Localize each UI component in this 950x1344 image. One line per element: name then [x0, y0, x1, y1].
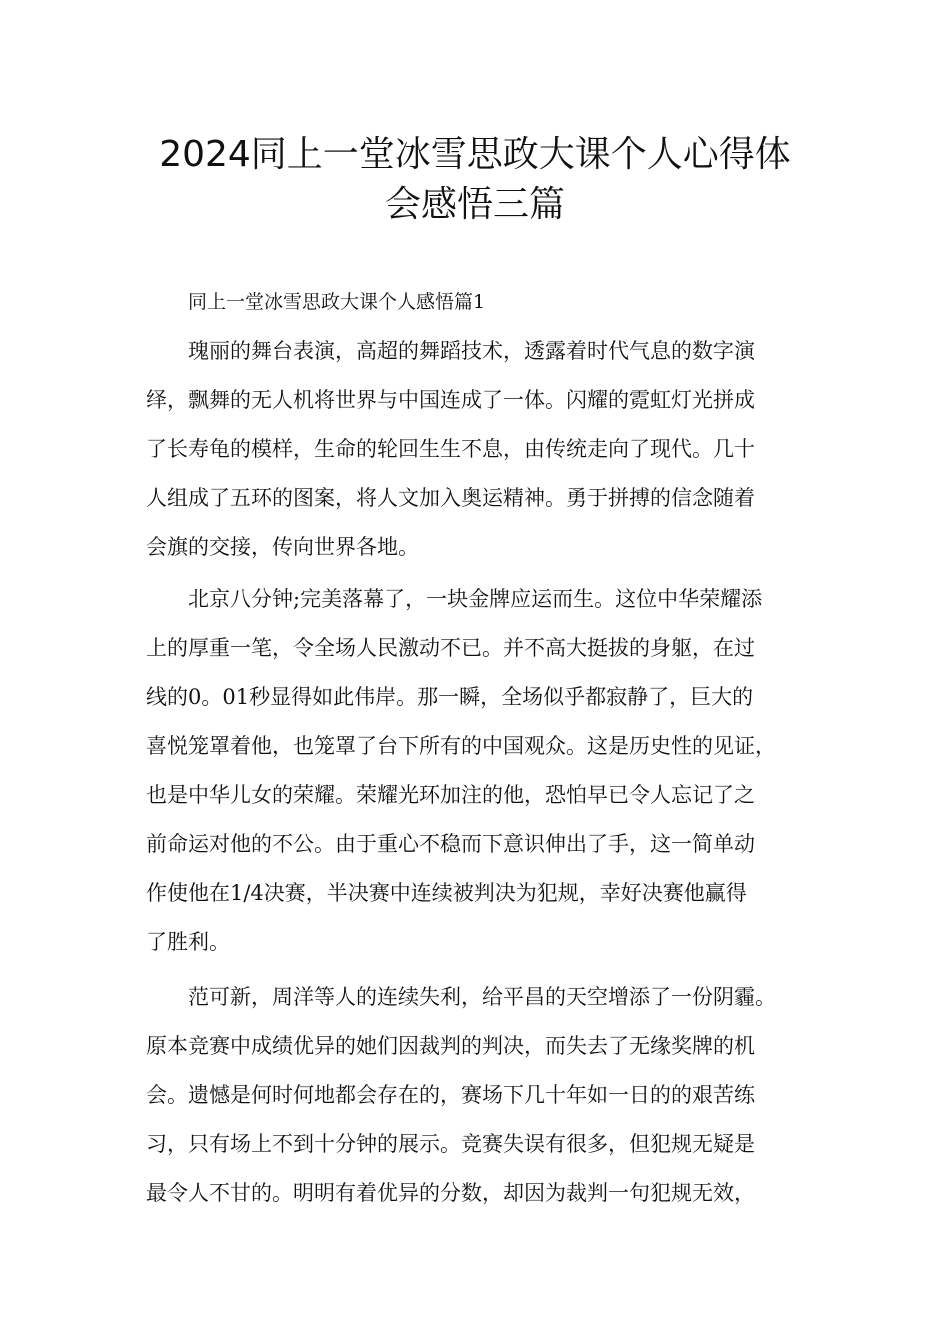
- text-line: 线的0。01秒显得如此伟岸。那一瞬，全场似乎都寂静了，巨大的: [146, 685, 754, 709]
- text-line: 北京八分钟;完美落幕了，一块金牌应运而生。这位中华荣耀添: [188, 587, 763, 611]
- text-line: 习，只有场上不到十分钟的展示。竞赛失误有很多，但犯规无疑是: [146, 1132, 755, 1156]
- text-line: 也是中华儿女的荣耀。荣耀光环加注的他，恐怕早已令人忘记了之: [146, 783, 755, 807]
- text-line: 范可新，周洋等人的连续失利，给平昌的天空增添了一份阴霾。: [188, 985, 776, 1009]
- text-line: 绎，飘舞的无人机将世界与中国连成了一体。闪耀的霓虹灯光拼成: [146, 388, 755, 412]
- document-title-line-2: 会感悟三篇: [384, 184, 565, 225]
- text-line: 上的厚重一笔，令全场人民激动不已。并不高大挺拔的身躯，在过: [146, 636, 755, 660]
- document-title-line-1: 2024同上一堂冰雪思政大课个人心得体: [159, 134, 791, 175]
- text-line: 了胜利。: [146, 930, 230, 954]
- paragraph-text: [146, 327, 836, 572]
- paragraph-text: [146, 973, 836, 1218]
- text-line: 喜悦笼罩着他，也笼罩了台下所有的中国观众。这是历史性的见证，: [146, 734, 776, 758]
- paragraph-1: [146, 327, 836, 572]
- text-line: 了长寿龟的模样，生命的轮回生生不息，由传统走向了现代。几十: [146, 437, 755, 461]
- paragraph-text: [146, 575, 836, 967]
- paragraph-3: [146, 973, 836, 1218]
- text-line: 最令人不甘的。明明有着优异的分数，却因为裁判一句犯规无效，: [146, 1181, 755, 1205]
- text-line: 会。遗憾是何时何地都会存在的，赛场下几十年如一日的的艰苦练: [146, 1083, 755, 1107]
- text-line: 瑰丽的舞台表演，高超的舞蹈技术，透露着时代气息的数字演: [188, 339, 755, 363]
- text-line: 作使他在1/4决赛，半决赛中连续被判决为犯规，幸好决赛他赢得: [146, 881, 747, 905]
- paragraph-2: [146, 575, 836, 967]
- text-line: 前命运对他的不公。由于重心不稳而下意识伸出了手，这一简单动: [146, 832, 755, 856]
- section-heading: 同上一堂冰雪思政大课个人感悟篇1: [188, 291, 486, 313]
- text-line: 原本竞赛中成绩优异的她们因裁判的判决，而失去了无缘奖牌的机: [146, 1034, 755, 1058]
- text-line: 会旗的交接，传向世界各地。: [146, 535, 419, 559]
- text-line: 人组成了五环的图案，将人文加入奥运精神。勇于拼搏的信念随着: [146, 486, 755, 510]
